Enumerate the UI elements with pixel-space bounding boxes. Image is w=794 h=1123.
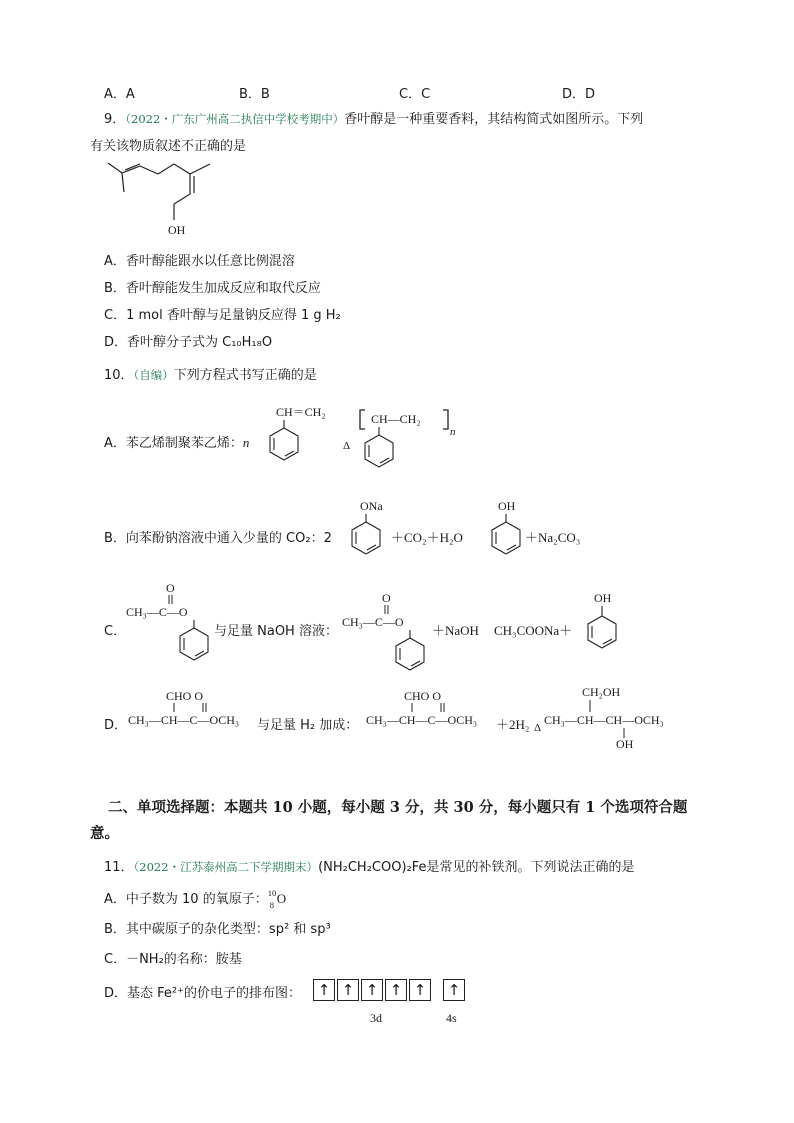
q11-number: 11． xyxy=(104,860,134,875)
label-3d: 3d xyxy=(370,1011,382,1025)
q10-c-phenol xyxy=(580,590,630,660)
q8-option-c: C．C xyxy=(399,87,431,102)
q11-option-a: A．中子数为 10 的氧原子： 10 8 O xyxy=(104,887,287,910)
q10-a-coef: n xyxy=(242,435,250,450)
q10-c-label: C． xyxy=(104,624,127,639)
q11-option-c: C．－NH₂的名称：胺基 xyxy=(104,952,242,967)
q10-a-subscript-n: n xyxy=(450,426,456,438)
q10-b-oh: OH xyxy=(498,499,516,513)
q10-d-product-chain: CH₃—CH—CH—OCH₃ xyxy=(544,713,664,727)
q10-a-label: A．苯乙烯制聚苯乙烯：n xyxy=(104,435,250,451)
q10-c-phenyl-acetate-2 xyxy=(340,590,440,680)
q10-d-product xyxy=(542,684,692,754)
q9-option-d: D．香叶醇分子式为 C₁₀H₁₈O xyxy=(104,335,273,350)
q9-stem-line2: 有关该物质叙述不正确的是 xyxy=(90,139,247,154)
q10-c-oh: OH xyxy=(594,591,612,605)
q10-d2-chain: CH₃—CH—C—OCH₃ xyxy=(366,713,478,727)
q11-stem: (NH₂CH₂COO)₂Fe是常见的补铁剂。下列说法正确的是 xyxy=(318,860,635,875)
geraniol-structure xyxy=(100,160,240,242)
q10-d2-cho-o: CHO O xyxy=(404,689,442,703)
q10-c-ch3c: CH₃—C—O xyxy=(126,605,188,619)
q10-b-ona: ONa xyxy=(360,499,383,513)
q10-a-cond: Δ xyxy=(343,440,351,452)
orbital-box-3d-4: ↑ xyxy=(385,979,407,1001)
q10-c-middle: 与足量 NaOH 溶液： xyxy=(214,624,338,639)
q10-d-reactant-2 xyxy=(362,688,502,728)
q10-d-cond: Δ xyxy=(534,722,542,734)
orbital-box-3d-1: ↑ xyxy=(313,979,335,1001)
q10-c-ch3coona: CH₃COONa＋ xyxy=(494,623,573,638)
orbital-box-3d-5: ↑ xyxy=(409,979,431,1001)
q10-source: （自编） xyxy=(133,368,174,382)
q10-d-plus-h2: ＋2H₂ xyxy=(496,717,530,732)
q10-d-product-oh: OH xyxy=(616,737,634,751)
q10-d-label: D． xyxy=(104,718,128,733)
q10-d-ch2oh: CH₂OH xyxy=(582,685,621,699)
q10-a-polymer-text: CH—CH₂ xyxy=(371,412,421,426)
q10-stem-line xyxy=(104,364,317,383)
q10-b-label: B．向苯酚钠溶液中通入少量的 CO₂：2 xyxy=(104,531,332,546)
q9-option-a: A．香叶醇能跟水以任意比例混溶 xyxy=(104,254,295,269)
q10-d-reactant xyxy=(124,688,264,728)
orbital-box-3d-3: ↑ xyxy=(361,979,383,1001)
section2-title-line1: 二、单项选择题：本题共 10 小题，每小题 3 分，共 30 分，每小题只有 1 个选项符合题 xyxy=(108,799,688,816)
q9-option-b: B．香叶醇能发生加成反应和取代反应 xyxy=(104,281,321,296)
q10-a-styrene xyxy=(262,402,342,472)
q9-option-c: C．1 mol 香叶醇与足量钠反应得 1 g H₂ xyxy=(104,308,341,323)
q11-source: （2022・江苏泰州高二下学期期末） xyxy=(133,860,319,874)
q10-a-polymer xyxy=(357,405,467,477)
q8-option-b: B．B xyxy=(239,87,270,102)
orbital-box-3d-2: ↑ xyxy=(337,979,359,1001)
label-4s: 4s xyxy=(446,1011,457,1025)
q10-c2-ch3c: CH₃—C—O xyxy=(342,615,404,629)
q10-a-vinyl: CH＝CH₂ xyxy=(276,405,326,419)
q9-stem: 香叶醇是一种重要香料，其结构简式如图所示。下列 xyxy=(344,112,644,127)
q10-d-cho-o: CHO O xyxy=(166,689,204,703)
q10-c-plus-naoh: ＋NaOH xyxy=(432,623,479,638)
q9-stem-line1 xyxy=(104,108,643,127)
orbital-box-4s: ↑ xyxy=(443,979,465,1001)
q8-option-d: D．D xyxy=(562,87,596,102)
q10-b-reactants: ＋CO₂＋H₂O xyxy=(391,530,463,545)
q11-nuclide-mass: 10 xyxy=(267,887,277,898)
q11-option-b: B．其中碳原子的杂化类型：sp² 和 sp³ xyxy=(104,922,331,937)
q11-nuclide-z: 8 xyxy=(269,899,274,910)
q10-d-middle: 与足量 H₂ 加成： xyxy=(257,718,359,733)
q10-number: 10． xyxy=(104,368,134,383)
q10-c-o-top: O xyxy=(166,581,175,595)
q11-option-d: D．基态 Fe²⁺的价电子的排布图： xyxy=(104,986,301,1001)
q10-c2-o-top: O xyxy=(382,591,391,605)
section2-title-line2: 意。 xyxy=(90,825,119,842)
q10-stem: 下列方程式书写正确的是 xyxy=(173,368,317,383)
q10-c-phenyl-acetate xyxy=(124,580,224,670)
q9-source: （2022・广东广州高二执信中学校考期中） xyxy=(125,112,345,126)
q11-nuclide-scripts xyxy=(267,887,277,910)
q10-d-chain: CH₃—CH—C—OCH₃ xyxy=(128,713,240,727)
q8-option-a: A．A xyxy=(104,87,135,102)
q9-oh-label: OH xyxy=(168,223,186,237)
q10-b-sodium-phenoxide xyxy=(346,498,396,564)
q11-stem-line xyxy=(104,856,635,875)
q9-number: 9． xyxy=(104,112,126,127)
q11-nuclide-symbol: O xyxy=(276,891,287,906)
q10-b-products: ＋Na₂CO₃ xyxy=(525,530,581,545)
